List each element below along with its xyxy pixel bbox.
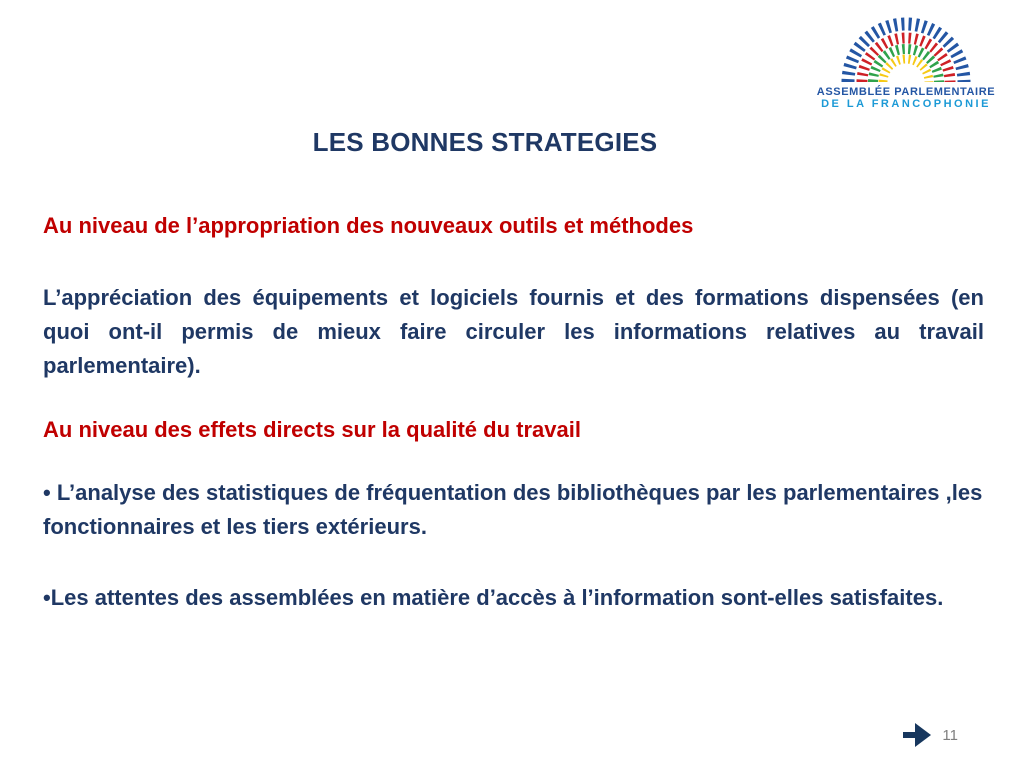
right-arrow-icon[interactable] — [902, 722, 932, 748]
apf-logo — [798, 6, 1014, 110]
page-number: 11 — [942, 727, 958, 744]
slide-title: LES BONNES STRATEGIES — [312, 127, 658, 157]
section-heading-effets-directs: Au niveau des effets directs sur la qualité du travail — [43, 417, 581, 442]
logo-text-line2: DE LA FRANCOPHONIE — [821, 98, 991, 110]
bullet-item-analyse-statistiques: • L’analyse des statistiques de fréquentation des bibliothèques par les parlementaires ,les fonctionnaires et les tiers extérieurs. — [43, 480, 983, 539]
bullet-item-attentes-assemblees: •Les attentes des assemblées en matière d’accès à l’information sont-elles satisfaites. — [43, 585, 944, 610]
logo-text-line1: ASSEMBLÉE PARLEMENTAIRE — [816, 86, 996, 98]
slide-body — [43, 209, 984, 615]
apf-sunburst-logo-icon — [806, 6, 1006, 84]
paragraph-appreciation: L’appréciation des équipements et logiciels fournis et des formations dispensées (en quoi ont-il permis de mieux faire circuler les informations relatives au travail parlementaire). — [43, 285, 984, 378]
section-heading-appropriation: Au niveau de l’appropriation des nouveaux outils et méthodes — [43, 213, 694, 238]
